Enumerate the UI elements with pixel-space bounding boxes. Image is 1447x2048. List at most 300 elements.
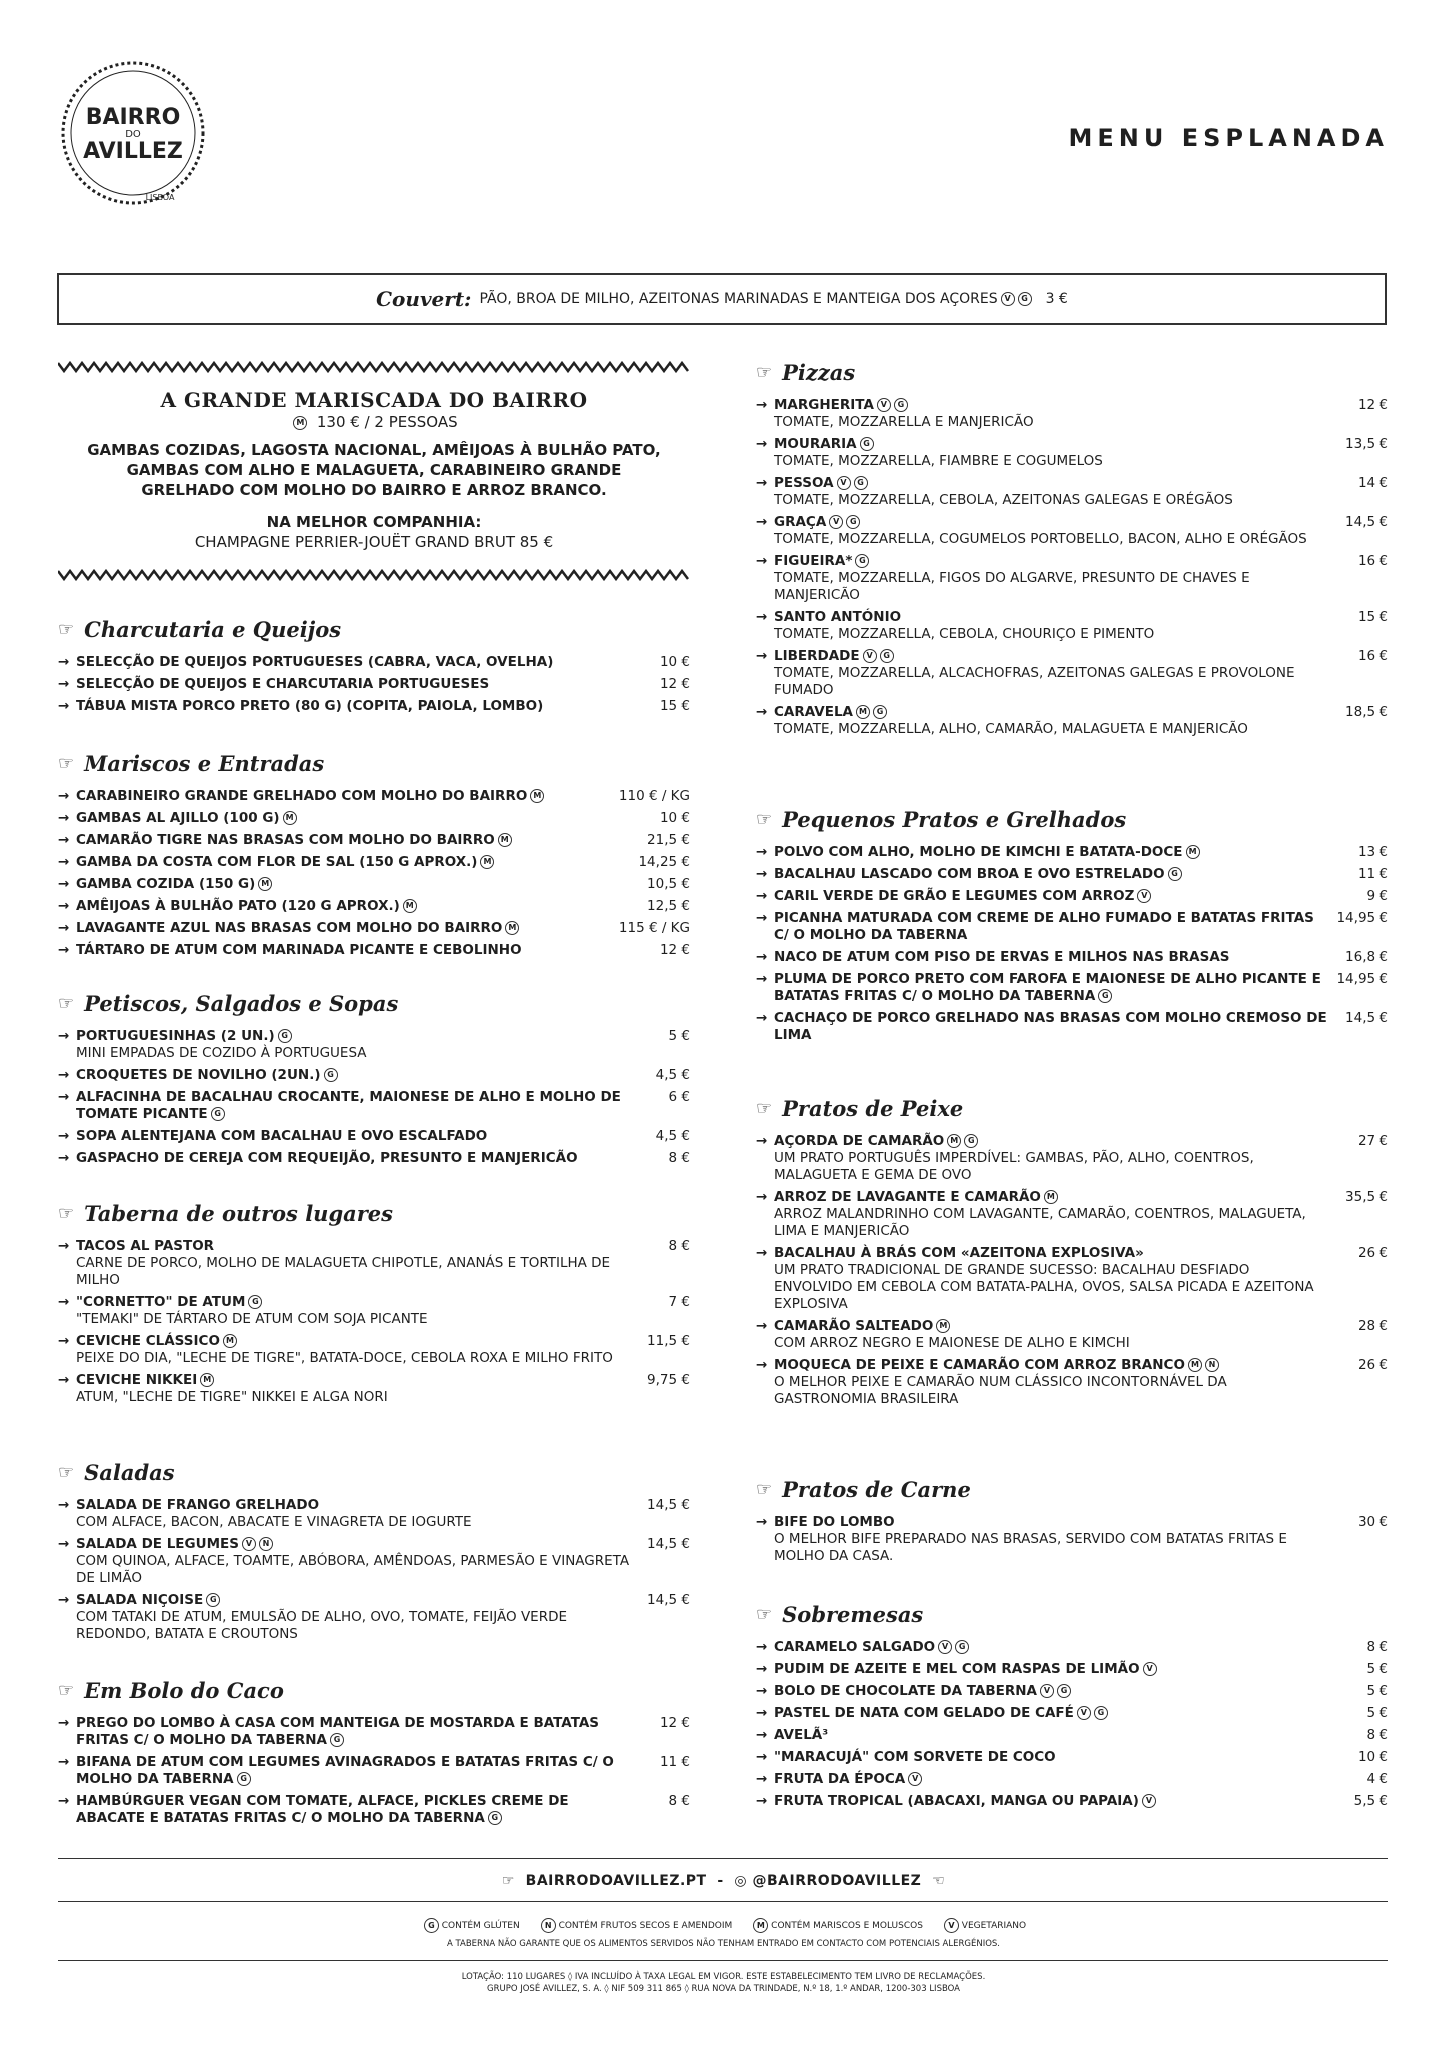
nuts-icon: N bbox=[541, 1918, 556, 1933]
gluten-icon: G bbox=[424, 1918, 439, 1933]
zigzag-divider bbox=[58, 360, 690, 374]
item-price: 11 € bbox=[1357, 866, 1388, 882]
mariscada-description: GAMBAS COZIDAS, LAGOSTA NACIONAL, AMÊIJOAS À BULHÃO PATO, GAMBAS COM ALHO E MALAGUETA, CARABINEIRO GRANDE GRELHADO COM MOLHO DO BAIRRO E ARROZ BRANCO. bbox=[87, 441, 661, 499]
menu-section bbox=[58, 1675, 690, 1832]
gluten-icon: G bbox=[248, 1295, 262, 1309]
arrow-icon: → bbox=[58, 1372, 70, 1388]
section-header bbox=[756, 804, 1388, 834]
arrow-icon: → bbox=[756, 1705, 768, 1721]
pointing-hand-icon: ☞ bbox=[58, 1461, 75, 1483]
item-price: 14,25 € bbox=[638, 854, 690, 870]
arrow-icon: → bbox=[756, 436, 768, 452]
section-title: Petiscos, Salgados e Sopas bbox=[84, 990, 399, 1016]
arrow-icon: → bbox=[756, 1749, 768, 1765]
gluten-icon: G bbox=[237, 1772, 251, 1786]
menu-item bbox=[756, 1133, 1388, 1184]
menu-section bbox=[58, 614, 690, 720]
arrow-icon: → bbox=[58, 942, 70, 958]
arrow-icon: → bbox=[756, 888, 768, 904]
gluten-icon: G bbox=[860, 437, 874, 451]
seafood-icon: M bbox=[505, 921, 519, 935]
item-price: 4 € bbox=[1366, 1771, 1388, 1787]
arrow-icon: → bbox=[756, 1133, 768, 1149]
menu-item bbox=[756, 1189, 1388, 1240]
item-price: 4,5 € bbox=[655, 1067, 690, 1083]
item-name: GRAÇA bbox=[774, 514, 827, 530]
item-name: LIBERDADE bbox=[774, 648, 860, 664]
arrow-icon: → bbox=[756, 704, 768, 720]
nuts-icon: N bbox=[1205, 1358, 1219, 1372]
legend-item bbox=[750, 1918, 923, 1933]
vegetarian-icon: V bbox=[863, 649, 877, 663]
item-price: 14,5 € bbox=[647, 1592, 690, 1608]
section-title: Saladas bbox=[84, 1459, 175, 1485]
item-name: SALADA DE LEGUMES bbox=[76, 1536, 239, 1552]
item-price: 15 € bbox=[1357, 609, 1388, 625]
arrow-icon: → bbox=[58, 788, 70, 804]
item-name: TÁRTARO DE ATUM COM MARINADA PICANTE E CEBOLINHO bbox=[76, 942, 522, 958]
arrow-icon: → bbox=[756, 1318, 768, 1334]
gluten-icon: G bbox=[211, 1107, 225, 1121]
item-description: O MELHOR BIFE PREPARADO NAS BRASAS, SERVIDO COM BATATAS FRITAS E MOLHO DA CASA. bbox=[774, 1531, 1287, 1564]
section-header bbox=[756, 357, 1388, 387]
item-price: 5 € bbox=[668, 1028, 690, 1044]
legend-label: VEGETARIANO bbox=[958, 1921, 1027, 1931]
item-name: POLVO COM ALHO, MOLHO DE KIMCHI E BATATA-DOCE bbox=[774, 844, 1183, 860]
gluten-icon: G bbox=[1057, 1684, 1071, 1698]
seafood-icon: M bbox=[1044, 1190, 1058, 1204]
item-description: ARROZ MALANDRINHO COM LAVAGANTE, CAMARÃO, COENTROS, MALAGUETA, LIMA E MANJERICÃO bbox=[774, 1206, 1306, 1239]
gluten-icon: G bbox=[855, 554, 869, 568]
seafood-icon: M bbox=[293, 416, 307, 430]
item-price: 110 € / KG bbox=[618, 788, 690, 804]
pointing-hand-icon: ☞ bbox=[756, 1478, 773, 1500]
legal-line-1: LOTAÇÃO: 110 LUGARES ◊ IVA INCLUÍDO À TAXA LEGAL EM VIGOR. ESTE ESTABELECIMENTO TEM LIVRO DE RECLAMAÇÕES. bbox=[461, 1972, 986, 1982]
footer-divider bbox=[58, 1960, 1388, 1961]
item-price: 16,8 € bbox=[1345, 949, 1388, 965]
gluten-icon: G bbox=[1098, 989, 1112, 1003]
legend-item bbox=[421, 1918, 520, 1933]
item-name: PREGO DO LOMBO À CASA COM MANTEIGA DE MOSTARDA E BATATAS FRITAS C/ O MOLHO DA TABERNA bbox=[76, 1715, 600, 1748]
section-title: Charcutaria e Queijos bbox=[84, 616, 342, 642]
section-title: Pequenos Pratos e Grelhados bbox=[782, 806, 1127, 832]
menu-section bbox=[58, 748, 690, 964]
menu-item bbox=[58, 1089, 690, 1123]
arrow-icon: → bbox=[756, 1010, 768, 1026]
seafood-icon: M bbox=[856, 705, 870, 719]
menu-item bbox=[58, 654, 690, 671]
menu-section bbox=[756, 804, 1388, 1049]
gluten-icon: G bbox=[1168, 867, 1182, 881]
menu-item bbox=[58, 1497, 690, 1531]
item-name: PASTEL DE NATA COM GELADO DE CAFÉ bbox=[774, 1705, 1074, 1721]
svg-text:DO: DO bbox=[125, 129, 141, 140]
arrow-icon: → bbox=[58, 1128, 70, 1144]
item-description: CARNE DE PORCO, MOLHO DE MALAGUETA CHIPOTLE, ANANÁS E TORTILHA DE MILHO bbox=[76, 1255, 611, 1288]
vegetarian-icon: V bbox=[837, 476, 851, 490]
arrow-icon: → bbox=[58, 1150, 70, 1166]
pointing-hand-icon: ☜ bbox=[932, 1873, 946, 1889]
menu-item bbox=[756, 514, 1388, 548]
arrow-icon: → bbox=[756, 1514, 768, 1530]
section-title: Pratos de Peixe bbox=[782, 1095, 964, 1121]
arrow-icon: → bbox=[756, 1793, 768, 1809]
arrow-icon: → bbox=[756, 1189, 768, 1205]
arrow-icon: → bbox=[756, 844, 768, 860]
seafood-icon: M bbox=[947, 1134, 961, 1148]
item-description: TOMATE, MOZZARELLA, FIGOS DO ALGARVE, PRESUNTO DE CHAVES E MANJERICÃO bbox=[774, 570, 1250, 603]
menu-item bbox=[756, 1771, 1388, 1788]
item-price: 35,5 € bbox=[1345, 1189, 1388, 1205]
item-price: 5,5 € bbox=[1353, 1793, 1388, 1809]
item-price: 5 € bbox=[1366, 1705, 1388, 1721]
menu-section bbox=[756, 1599, 1388, 1815]
vegetarian-icon: V bbox=[877, 398, 891, 412]
item-price: 10 € bbox=[1357, 1749, 1388, 1765]
mariscada-price: 130 € / 2 PESSOAS bbox=[316, 413, 458, 431]
mariscada-block bbox=[58, 390, 690, 552]
item-description: TOMATE, MOZZARELLA E MANJERICÃO bbox=[774, 414, 1034, 430]
item-name: PUDIM DE AZEITE E MEL COM RASPAS DE LIMÃO bbox=[774, 1661, 1140, 1677]
section-title: Em Bolo do Caco bbox=[84, 1677, 284, 1703]
item-price: 14,5 € bbox=[1345, 1010, 1388, 1026]
footer-separator: - bbox=[717, 1873, 724, 1889]
arrow-icon: → bbox=[58, 1497, 70, 1513]
pointing-hand-icon: ☞ bbox=[58, 992, 75, 1014]
gluten-icon: G bbox=[278, 1029, 292, 1043]
item-name: ALFACINHA DE BACALHAU CROCANTE, MAIONESE DE ALHO E MOLHO DE TOMATE PICANTE bbox=[76, 1089, 621, 1122]
arrow-icon: → bbox=[756, 949, 768, 965]
pointing-hand-icon: ☞ bbox=[501, 1873, 515, 1889]
item-description: TOMATE, MOZZARELLA, ALHO, CAMARÃO, MALAGUETA E MANJERICÃO bbox=[774, 721, 1248, 737]
arrow-icon: → bbox=[58, 1067, 70, 1083]
arrow-icon: → bbox=[756, 648, 768, 664]
instagram-link[interactable]: @BAIRRODOAVILLEZ bbox=[752, 1873, 922, 1889]
arrow-icon: → bbox=[58, 1089, 70, 1105]
vegetarian-icon: V bbox=[829, 515, 843, 529]
menu-item bbox=[756, 866, 1388, 883]
couvert-box bbox=[57, 273, 1387, 325]
arrow-icon: → bbox=[58, 1294, 70, 1310]
arrow-icon: → bbox=[756, 514, 768, 530]
arrow-icon: → bbox=[58, 1238, 70, 1254]
item-price: 8 € bbox=[668, 1238, 690, 1254]
menu-item bbox=[58, 1592, 690, 1643]
item-name: BOLO DE CHOCOLATE DA TABERNA bbox=[774, 1683, 1038, 1699]
pointing-hand-icon: ☞ bbox=[58, 618, 75, 640]
item-name: PICANHA MATURADA COM CREME DE ALHO FUMADO E BATATAS FRITAS C/ O MOLHO DA TABERNA bbox=[774, 910, 1314, 943]
arrow-icon: → bbox=[58, 832, 70, 848]
svg-text:AVILLEZ: AVILLEZ bbox=[83, 139, 183, 164]
item-name: FRUTA TROPICAL (ABACAXI, MANGA OU PAPAIA) bbox=[774, 1793, 1139, 1809]
item-price: 9 € bbox=[1366, 888, 1388, 904]
item-price: 10 € bbox=[659, 654, 690, 670]
menu-item bbox=[58, 1536, 690, 1587]
seafood-icon: M bbox=[480, 855, 494, 869]
gluten-icon: G bbox=[846, 515, 860, 529]
item-price: 14,5 € bbox=[647, 1497, 690, 1513]
item-description: MINI EMPADAS DE COZIDO À PORTUGUESA bbox=[76, 1045, 367, 1061]
arrow-icon: → bbox=[58, 1793, 70, 1809]
item-price: 4,5 € bbox=[655, 1128, 690, 1144]
mariscada-title: A GRANDE MARISCADA DO BAIRRO bbox=[160, 388, 588, 412]
item-name: NACO DE ATUM COM PISO DE ERVAS E MILHOS NAS BRASAS bbox=[774, 949, 1230, 965]
arrow-icon: → bbox=[58, 898, 70, 914]
menu-item bbox=[58, 854, 690, 871]
couvert-price: 3 € bbox=[1045, 291, 1068, 307]
gluten-icon: G bbox=[330, 1733, 344, 1747]
item-price: 13,5 € bbox=[1345, 436, 1388, 452]
menu-item bbox=[756, 553, 1388, 604]
menu-section bbox=[58, 1198, 690, 1411]
item-name: BACALHAU LASCADO COM BROA E OVO ESTRELADO bbox=[774, 866, 1165, 882]
svg-text:BAIRRO: BAIRRO bbox=[85, 105, 181, 130]
item-price: 14,5 € bbox=[1345, 514, 1388, 530]
gluten-icon: G bbox=[206, 1593, 220, 1607]
item-price: 26 € bbox=[1357, 1245, 1388, 1261]
arrow-icon: → bbox=[58, 1754, 70, 1770]
item-price: 14,95 € bbox=[1336, 910, 1388, 926]
item-name: MOURARIA bbox=[774, 436, 857, 452]
item-price: 7 € bbox=[668, 1294, 690, 1310]
svg-text:LISBOA: LISBOA bbox=[145, 193, 175, 202]
menu-item bbox=[756, 1727, 1388, 1744]
menu-item bbox=[756, 949, 1388, 966]
arrow-icon: → bbox=[756, 1357, 768, 1373]
item-description: UM PRATO PORTUGUÊS IMPERDÍVEL: GAMBAS, PÃO, ALHO, COENTROS, MALAGUETA E GEMA DE OVO bbox=[774, 1150, 1254, 1183]
item-price: 30 € bbox=[1357, 1514, 1388, 1530]
item-name: PLUMA DE PORCO PRETO COM FAROFA E MAIONESE DE ALHO PICANTE E BATATAS FRITAS C/ O MOLHO DA TABERNA bbox=[774, 971, 1321, 1004]
legend-label: CONTÉM MARISCOS E MOLUSCOS bbox=[768, 1921, 923, 1931]
couvert-label: Couvert: bbox=[376, 287, 472, 311]
allergen-legend bbox=[0, 1918, 1447, 1933]
vegetarian-icon: V bbox=[1040, 1684, 1054, 1698]
menu-item bbox=[58, 1793, 690, 1827]
item-price: 14 € bbox=[1357, 475, 1388, 491]
item-price: 8 € bbox=[1366, 1639, 1388, 1655]
item-price: 14,5 € bbox=[647, 1536, 690, 1552]
seafood-icon: M bbox=[530, 789, 544, 803]
menu-section bbox=[756, 1474, 1388, 1570]
item-price: 16 € bbox=[1357, 553, 1388, 569]
seafood-icon: M bbox=[498, 833, 512, 847]
couvert-text: PÃO, BROA DE MILHO, AZEITONAS MARINADAS E MANTEIGA DOS AÇORES bbox=[479, 291, 998, 307]
vegetarian-icon: V bbox=[1142, 1794, 1156, 1808]
arrow-icon: → bbox=[58, 854, 70, 870]
item-price: 11,5 € bbox=[647, 1333, 690, 1349]
section-header bbox=[58, 1675, 690, 1705]
pointing-hand-icon: ☞ bbox=[756, 1603, 773, 1625]
arrow-icon: → bbox=[756, 1639, 768, 1655]
item-price: 8 € bbox=[668, 1793, 690, 1809]
menu-section bbox=[58, 988, 690, 1172]
zigzag-divider bbox=[58, 568, 690, 582]
item-description: UM PRATO TRADICIONAL DE GRANDE SUCESSO: BACALHAU DESFIADO ENVOLVIDO EM CEBOLA COM BATATA-PALHA, OVOS, SALSA PICADA E AZEITONA EXPLOSIVA bbox=[774, 1262, 1314, 1312]
item-description: TOMATE, MOZZARELLA, FIAMBRE E COGUMELOS bbox=[774, 453, 1103, 469]
item-price: 115 € / KG bbox=[618, 920, 690, 936]
item-name: LAVAGANTE AZUL NAS BRASAS COM MOLHO DO BAIRRO bbox=[76, 920, 503, 936]
menu-item bbox=[756, 1793, 1388, 1810]
menu-item bbox=[58, 1754, 690, 1788]
gluten-icon: G bbox=[955, 1640, 969, 1654]
gluten-icon: G bbox=[854, 476, 868, 490]
section-title: Pizzas bbox=[782, 359, 856, 385]
pointing-hand-icon: ☞ bbox=[756, 361, 773, 383]
menu-item bbox=[58, 810, 690, 827]
item-description: COM ARROZ NEGRO E MAIONESE DE ALHO E KIMCHI bbox=[774, 1335, 1130, 1351]
item-price: 12 € bbox=[659, 1715, 690, 1731]
arrow-icon: → bbox=[756, 1683, 768, 1699]
arrow-icon: → bbox=[58, 698, 70, 714]
menu-item bbox=[58, 1238, 690, 1289]
item-name: CEVICHE CLÁSSICO bbox=[76, 1333, 220, 1349]
gluten-icon: G bbox=[880, 649, 894, 663]
item-name: BIFANA DE ATUM COM LEGUMES AVINAGRADOS E BATATAS FRITAS C/ O MOLHO DA TABERNA bbox=[76, 1754, 614, 1787]
instagram-icon: ◎ bbox=[734, 1873, 748, 1889]
section-header bbox=[58, 988, 690, 1018]
section-title: Pratos de Carne bbox=[782, 1476, 971, 1502]
footer-divider bbox=[58, 1858, 1388, 1859]
pointing-hand-icon: ☞ bbox=[58, 1202, 75, 1224]
item-name: BIFE DO LOMBO bbox=[774, 1514, 895, 1530]
menu-item bbox=[756, 971, 1388, 1005]
arrow-icon: → bbox=[58, 1028, 70, 1044]
arrow-icon: → bbox=[58, 676, 70, 692]
arrow-icon: → bbox=[58, 654, 70, 670]
item-name: CEVICHE NIKKEI bbox=[76, 1372, 198, 1388]
menu-item bbox=[58, 1372, 690, 1406]
item-name: BACALHAU À BRÁS COM «AZEITONA EXPLOSIVA» bbox=[774, 1245, 1144, 1261]
menu-title: MENU ESPLANADA bbox=[1068, 124, 1389, 152]
menu-item bbox=[58, 1333, 690, 1367]
menu-item bbox=[756, 1245, 1388, 1313]
item-price: 8 € bbox=[1366, 1727, 1388, 1743]
arrow-icon: → bbox=[756, 971, 768, 987]
menu-item bbox=[756, 609, 1388, 643]
item-price: 11 € bbox=[659, 1754, 690, 1770]
menu-item bbox=[756, 888, 1388, 905]
arrow-icon: → bbox=[756, 397, 768, 413]
legend-label: CONTÉM FRUTOS SECOS E AMENDOIM bbox=[555, 1921, 733, 1931]
item-price: 12 € bbox=[659, 942, 690, 958]
gluten-icon: G bbox=[1094, 1706, 1108, 1720]
legend-item bbox=[538, 1918, 733, 1933]
item-name: CROQUETES DE NOVILHO (2UN.) bbox=[76, 1067, 321, 1083]
item-name: CARAMELO SALGADO bbox=[774, 1639, 936, 1655]
pointing-hand-icon: ☞ bbox=[58, 1679, 75, 1701]
allergen-disclaimer: A TABERNA NÃO GARANTE QUE OS ALIMENTOS SERVIDOS NÃO TENHAM ENTRADO EM CONTACTO COM POTENCIAIS ALERGÉNIOS. bbox=[446, 1939, 1000, 1949]
item-price: 12 € bbox=[1357, 397, 1388, 413]
menu-item bbox=[756, 397, 1388, 431]
item-name: CAMARÃO SALTEADO bbox=[774, 1318, 934, 1334]
item-name: PESSOA bbox=[774, 475, 834, 491]
item-name: AMÊIJOAS À BULHÃO PATO (120 G APROX.) bbox=[76, 898, 400, 914]
gluten-icon: G bbox=[324, 1068, 338, 1082]
menu-item bbox=[756, 436, 1388, 470]
gluten-icon: G bbox=[873, 705, 887, 719]
arrow-icon: → bbox=[756, 866, 768, 882]
menu-item bbox=[756, 1705, 1388, 1722]
menu-item bbox=[756, 844, 1388, 861]
website-link[interactable]: BAIRRODOAVILLEZ.PT bbox=[525, 1873, 707, 1889]
mariscada-companion: CHAMPAGNE PERRIER-JOUËT GRAND BRUT 85 € bbox=[194, 533, 554, 551]
section-title: Mariscos e Entradas bbox=[84, 750, 325, 776]
footer-divider bbox=[58, 1901, 1388, 1902]
item-name: PORTUGUESINHAS (2 UN.) bbox=[76, 1028, 275, 1044]
item-description: TOMATE, MOZZARELLA, COGUMELOS PORTOBELLO, BACON, ALHO E ORÉGÃOS bbox=[774, 531, 1307, 547]
legend-label: CONTÉM GLÚTEN bbox=[438, 1921, 520, 1931]
item-name: SALADA NIÇOISE bbox=[76, 1592, 204, 1608]
item-name: CAMARÃO TIGRE NAS BRASAS COM MOLHO DO BAIRRO bbox=[76, 832, 495, 848]
item-name: ARROZ DE LAVAGANTE E CAMARÃO bbox=[774, 1189, 1041, 1205]
section-header bbox=[756, 1599, 1388, 1629]
item-name: SANTO ANTÓNIO bbox=[774, 609, 902, 625]
pointing-hand-icon: ☞ bbox=[58, 752, 75, 774]
menu-item bbox=[58, 1715, 690, 1749]
item-description: COM TATAKI DE ATUM, EMULSÃO DE ALHO, OVO, TOMATE, FEIJÃO VERDE REDONDO, BATATA E CROUTONS bbox=[76, 1609, 568, 1642]
item-price: 5 € bbox=[1366, 1661, 1388, 1677]
seafood-icon: M bbox=[936, 1319, 950, 1333]
arrow-icon: → bbox=[58, 1536, 70, 1552]
item-name: SOPA ALENTEJANA COM BACALHAU E OVO ESCALFADO bbox=[76, 1128, 488, 1144]
item-name: GAMBA COZIDA (150 G) bbox=[76, 876, 256, 892]
seafood-icon: M bbox=[283, 811, 297, 825]
vegetarian-icon: V bbox=[242, 1537, 256, 1551]
pointing-hand-icon: ☞ bbox=[756, 1097, 773, 1119]
item-description: TOMATE, MOZZARELLA, ALCACHOFRAS, AZEITONAS GALEGAS E PROVOLONE FUMADO bbox=[774, 665, 1295, 698]
arrow-icon: → bbox=[58, 1333, 70, 1349]
item-description: COM ALFACE, BACON, ABACATE E VINAGRETA DE IOGURTE bbox=[76, 1514, 472, 1530]
menu-item bbox=[58, 1067, 690, 1084]
item-name: FIGUEIRA* bbox=[774, 553, 853, 569]
item-name: CARAVELA bbox=[774, 704, 854, 720]
item-price: 9,75 € bbox=[647, 1372, 690, 1388]
item-price: 14,95 € bbox=[1336, 971, 1388, 987]
item-description: TOMATE, MOZZARELLA, CEBOLA, CHOURIÇO E PIMENTO bbox=[774, 626, 1155, 642]
gluten-icon: G bbox=[964, 1134, 978, 1148]
section-header bbox=[58, 1198, 690, 1228]
item-price: 26 € bbox=[1357, 1357, 1388, 1373]
item-name: GAMBA DA COSTA COM FLOR DE SAL (150 G APROX.) bbox=[76, 854, 478, 870]
arrow-icon: → bbox=[58, 810, 70, 826]
section-header bbox=[58, 614, 690, 644]
menu-item bbox=[58, 832, 690, 849]
menu-item bbox=[58, 1150, 690, 1167]
arrow-icon: → bbox=[58, 920, 70, 936]
arrow-icon: → bbox=[756, 609, 768, 625]
arrow-icon: → bbox=[58, 1592, 70, 1608]
item-name: SELECÇÃO DE QUEIJOS PORTUGUESES (CABRA, VACA, OVELHA) bbox=[76, 654, 554, 670]
menu-item bbox=[58, 942, 690, 959]
menu-item bbox=[756, 1749, 1388, 1766]
mariscada-companion-label: NA MELHOR COMPANHIA: bbox=[266, 513, 482, 531]
seafood-icon: M bbox=[258, 877, 272, 891]
menu-item bbox=[756, 704, 1388, 738]
item-name: "MARACUJÁ" COM SORVETE DE COCO bbox=[774, 1749, 1056, 1765]
menu-item bbox=[58, 876, 690, 893]
vegetarian-icon: V bbox=[1137, 889, 1151, 903]
menu-section bbox=[756, 357, 1388, 743]
item-name: TÁBUA MISTA PORCO PRETO (80 G) (COPITA, PAIOLA, LOMBO) bbox=[76, 698, 544, 714]
seafood-icon: M bbox=[223, 1334, 237, 1348]
section-title: Sobremesas bbox=[782, 1601, 924, 1627]
section-header bbox=[756, 1093, 1388, 1123]
arrow-icon: → bbox=[756, 1727, 768, 1743]
vegetarian-icon: V bbox=[1001, 292, 1015, 306]
item-name: AÇORDA DE CAMARÃO bbox=[774, 1133, 945, 1149]
item-description: O MELHOR PEIXE E CAMARÃO NUM CLÁSSICO INCONTORNÁVEL DA GASTRONOMIA BRASILEIRA bbox=[774, 1374, 1227, 1407]
menu-item bbox=[756, 1661, 1388, 1678]
